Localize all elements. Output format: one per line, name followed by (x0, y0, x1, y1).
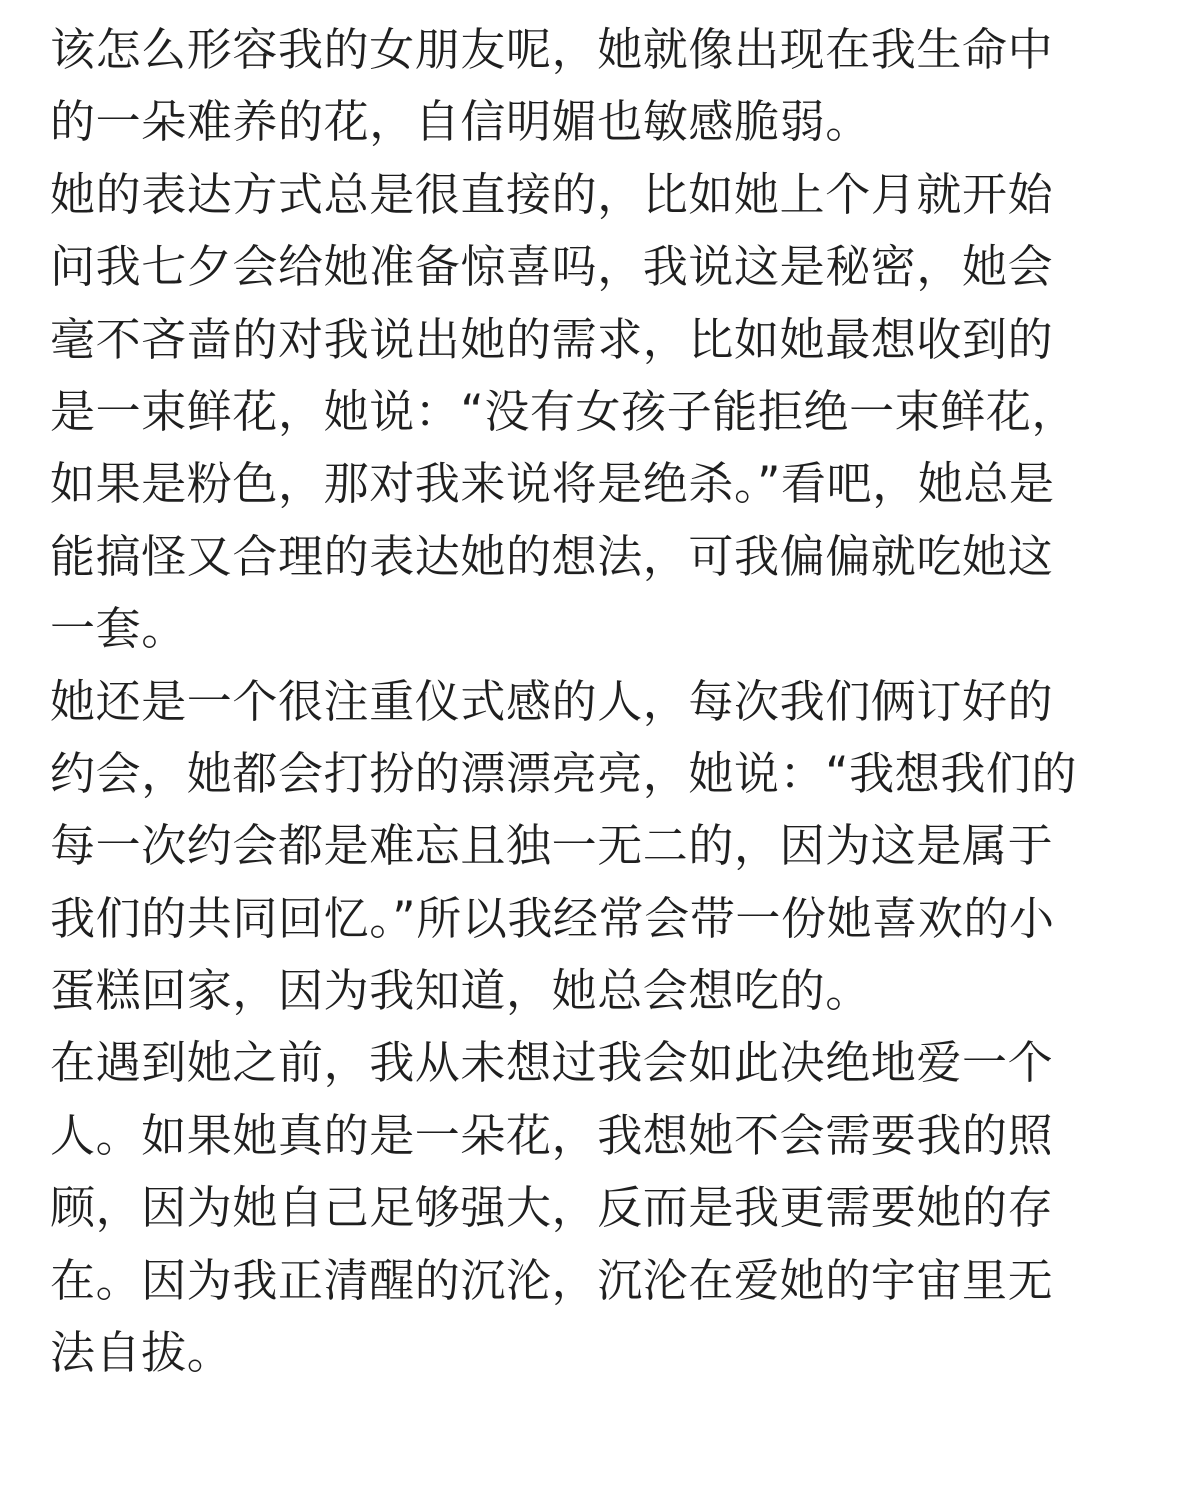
text-line: 她还是一个很注重仪式感的人，每次我们俩订好的 (50, 674, 1054, 728)
text-line: 在遇到她之前，我从未想过我会如此决绝地爱一个 (50, 1036, 1054, 1090)
text-line: 该怎么形容我的女朋友呢，她就像出现在我生命中 (50, 23, 1054, 76)
text-line: 法自拔。 (50, 1326, 233, 1380)
text-line: 能搞怪又合理的表达她的想法，可我偏偏就吃她这 (50, 529, 1054, 583)
text-line: 蛋糕回家，因为我知道，她总会想吃的。 (50, 964, 871, 1018)
text-line: 在。因为我正清醒的沉沦，沉沦在爱她的宇宙里无 (50, 1253, 1054, 1307)
text-line: 我们的共同回忆。”所以我经常会带一份她喜欢的小 (50, 891, 1055, 945)
text-line: 毫不吝啬的对我说出她的需求，比如她最想收到的 (50, 312, 1054, 366)
text-line: 她的表达方式总是很直接的，比如她上个月就开始 (50, 167, 1054, 221)
text-line: 的一朵难养的花，自信明媚也敏感脆弱。 (50, 95, 871, 149)
paragraph-3 (50, 666, 1130, 1028)
paragraph-2 (50, 159, 1130, 666)
text-line: 是一束鲜花，她说：“没有女孩子能拒绝一束鲜花， (50, 384, 1078, 438)
paragraph-4 (50, 1027, 1130, 1389)
text-line: 每一次约会都是难忘且独一无二的，因为这是属于 (50, 819, 1054, 873)
text-line: 人。如果她真的是一朵花，我想她不会需要我的照 (50, 1108, 1054, 1162)
text-line: 问我七夕会给她准备惊喜吗，我说这是秘密，她会 (50, 240, 1054, 294)
text-line: 约会，她都会打扮的漂漂亮亮，她说：“我想我们的 (50, 746, 1078, 800)
text-line: 一套。 (50, 602, 187, 656)
article-body (50, 14, 1130, 1389)
paragraph-1 (50, 14, 1130, 159)
text-line: 如果是粉色，那对我来说将是绝杀。”看吧，她总是 (50, 457, 1055, 511)
text-line: 顾，因为她自己足够强大，反而是我更需要她的存 (50, 1181, 1054, 1235)
